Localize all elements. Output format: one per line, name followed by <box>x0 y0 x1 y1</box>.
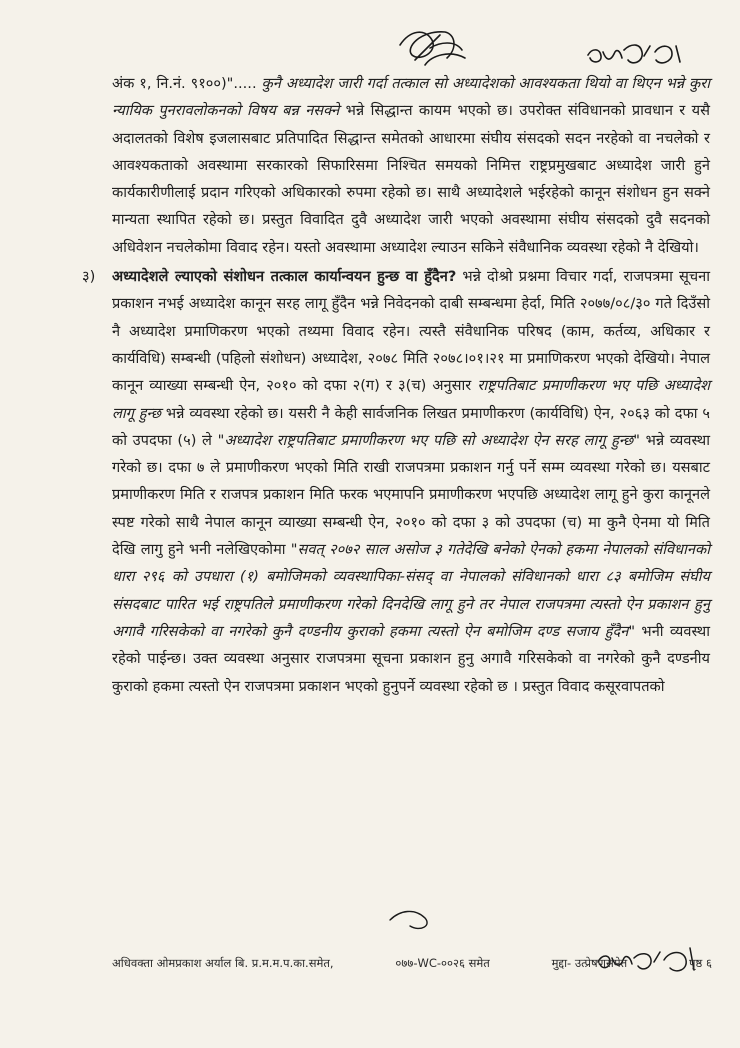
paragraph-1-quote: कुनै अध्यादेश जारी गर्दा तत्काल सो अध्यादेशको आवश्यकता थियो वा थिएन भन्ने कुरा न्यायिक पुनरावलोकनको विषय बन्न नसक्ने <box>112 75 710 120</box>
item-3-question: अध्यादेशले ल्याएको संशोधन तत्काल कार्यान्वयन हुन्छ वा हुँदैन? <box>112 268 457 286</box>
handwritten-signature-bottom <box>590 930 710 980</box>
item-3-text-2: भन्ने व्यवस्था रहेको छ। यसरी नै केही सार्वजनिक लिखत प्रमाणीकरण (कार्यविधि) ऐन, २०६३ को दफा ५ को उपदफा (५) ले " <box>112 404 710 449</box>
item-3 <box>82 263 711 700</box>
item-3-quote-3: सवत् २०७२ साल असोज ३ गतेदेखि बनेको ऐनको हकमा नेपालको संविधानको धारा २९६ को उपधारा (१) बमोजिमको व्यवस्थापिका-संसद् वा नेपालको संविधानको धारा ८३ बमोजिम संघीय संसदबाट पारित भई राष्ट्रपतिले प्रमाणीकरण गरेको दिनदेखि लागू हुने तर नेपाल राजपत्रमा त्यस्तो ऐन प्रकाशन हुनु अगावै गरिसकेको वा नगरेको कुनै दण्डनीय कुराको हकमा त्यस्तो ऐन बमोजिम दण्ड सजाय हुँदैन <box>112 541 711 640</box>
paragraph-1-rest: भन्ने सिद्धान्त कायम भएको छ। उपरोक्त संविधानको प्रावधान र यसै अदालतको विशेष इजलासबाट प्रतिपादित सिद्धान्त समेतको आधारमा संघीय संसदको सदन नरहेको वा नचलेको र आवश्यकताको अवस्थामा सरकारको सिफारिसमा निश्चित समयको निमित्त राष्ट्रप्रमुखबाट अध्यादेश जारी हुने कार्यकारीणीलाई प्रदान गरिएको अधिकारको रुपमा रहेको छ। साथै अध्यादेशले भईरहेको कानून संशोधन हुन सक्ने मान्यता स्थापित रहेको छ। प्रस्तुत विवादित दुवै अध्यादेश जारी भएको अवस्थामा संघीय संसदको दुवै सदनको अधिवेशन नचलेकोमा विवाद रहेन। यस्तो अवस्थामा अध्यादेश ल्याउन सकिने संवैधानिक व्यवस्था रहेको नै देखियो। <box>112 102 710 256</box>
paragraph-1-lead: अंक १, नि.नं. ९१००)"..... <box>112 75 262 92</box>
item-3-quote-2: अध्यादेश राष्ट्रपतिबाट प्रमाणीकरण भए पछि सो अध्यादेश ऐन सरह लागू हुन्छ <box>224 431 634 449</box>
footer-case-number: ०७७-WC-००२६ समेत <box>395 956 490 970</box>
footer-advocate: अधिवक्ता ओमप्रकाश अर्याल बि. प्र.म.म.प.का.समेत, <box>112 956 334 970</box>
item-3-quote-1: राष्ट्रपतिबाट प्रमाणीकरण भए पछि अध्यादेश लागू हुन्छ <box>112 377 710 422</box>
item-3-text-1: भन्ने दोश्रो प्रश्नमा विचार गर्दा, राजपत्रमा सूचना प्रकाशन नभई अध्यादेश कानून सरह लागू हुँदैन भन्ने निवेदनको दाबी सम्बन्धमा हेर्दा, मिति २०७७/०८/३० गते दिउँसो नै अध्यादेश प्रमाणिकरण भएको तथ्यमा विवाद रहेन। त्यस्तै संवैधानिक परिषद (काम, कर्तव्य, अधिकार र कार्यविधि) सम्बन्धी (पहिलो संशोधन) अध्यादेश, २०७८ मिति २०७८।०१।२१ मा प्रमाणिकरण भएको देखियो। नेपाल कानून व्याख्या सम्बन्धी ऐन, २०१० को दफा २(ग) र ३(च) अनुसार <box>112 268 710 395</box>
footer-subject: मुद्दा- उत्प्रेषणसमेत <box>551 956 628 970</box>
body-text <box>82 70 711 700</box>
handwritten-mark-bottom <box>380 880 470 940</box>
item-3-text-3: " भन्ने व्यवस्था गरेको छ। दफा ७ ले प्रमाणीकरण भएको मिति राखी राजपत्रमा प्रकाशन गर्नु पर्ने सम्म व्यवस्था गरेको छ। यसबाट प्रमाणीकरण मिति र राजपत्र प्रकाशन मिति फरक भएमापनि प्रमाणीकरण भएपछि अध्यादेश लागू हुने कुरा कानूनले स्पष्ट गरेको साथै नेपाल कानून व्याख्या सम्बन्धी ऐन, २०१० को दफा ३ को उपदफा (च) मा कुनै ऐनमा यो मिति देखि लागु हुने भनी नलेखिएकोमा " <box>112 431 710 559</box>
item-3-text-4: " भनी व्यवस्था रहेको पाईन्छ। उक्त व्यवस्था अनुसार राजपत्रमा सूचना प्रकाशन हुनु अगावै गरिसकेको वा नगरेको कुनै दण्डनीय कुराको हकमा त्यस्तो ऐन राजपत्रमा प्रकाशन भएको हुनुपर्ने व्यवस्था रहेको छ । प्रस्तुत विवाद कसूरवापतको <box>112 622 710 695</box>
paragraph-1 <box>112 70 710 261</box>
page-footer <box>112 956 712 971</box>
footer-page-number: पृष्ठ ६ <box>689 956 712 970</box>
item-3-number: ३) <box>82 268 96 286</box>
